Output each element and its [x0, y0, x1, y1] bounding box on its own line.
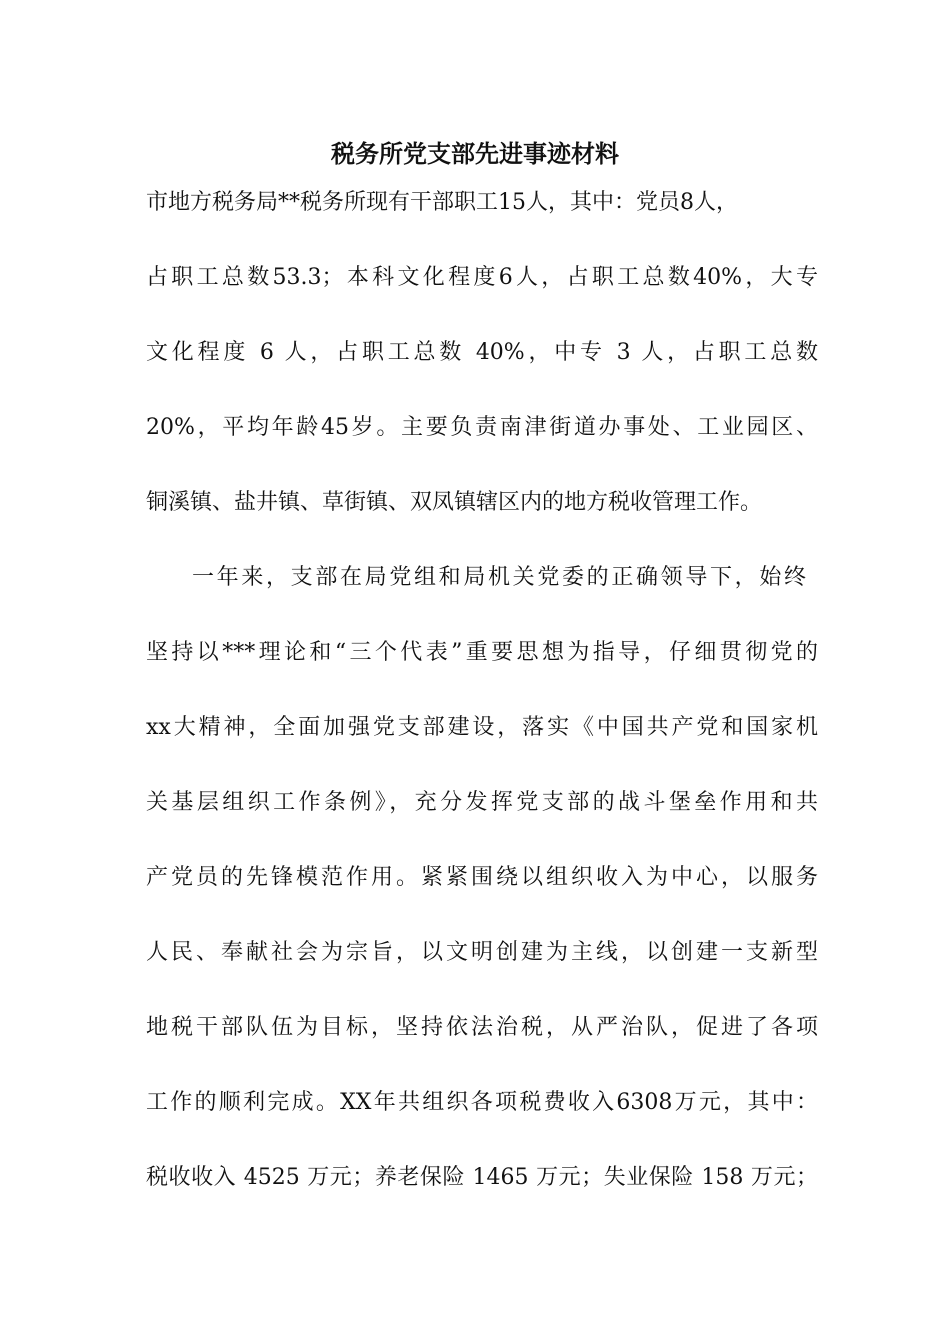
paragraph-line: xx大精神，全面加强党支部建设，落实《中国共产党和国家机: [146, 715, 818, 740]
paragraph-line: 地税干部队伍为目标，坚持依法治税，从严治队，促进了各项: [146, 1015, 818, 1040]
paragraph-line: 占职工总数53.3；本科文化程度6人，占职工总数40%，大专: [146, 265, 818, 290]
paragraph-line: 关基层组织工作条例》，充分发挥党支部的战斗堡垒作用和共: [146, 790, 818, 815]
paragraph-line: 铜溪镇、盐井镇、草街镇、双凤镇辖区内的地方税收管理工作。: [146, 490, 763, 515]
paragraph-line: 税收收入 4525 万元；养老保险 1465 万元；失业保险 158 万元；: [146, 1165, 818, 1190]
paragraph-line: 市地方税务局**税务所现有干部职工15人，其中：党员8人，: [146, 190, 738, 215]
paragraph-line: 人民、奉献社会为宗旨，以文明创建为主线，以创建一支新型: [146, 940, 818, 965]
paragraph-line: 文化程度 6 人，占职工总数 40%，中专 3 人，占职工总数: [146, 340, 818, 365]
paragraph-line: 工作的顺利完成。XX年共组织各项税费收入6308万元，其中：: [146, 1090, 818, 1115]
document-title: 税务所党支部先进事迹材料: [331, 139, 619, 168]
paragraph-line: 坚持以***理论和“三个代表”重要思想为指导，仔细贯彻党的: [146, 640, 818, 665]
paragraph-line: 产党员的先锋模范作用。紧紧围绕以组织收入为中心，以服务: [146, 865, 818, 890]
paragraph-line: 一年来，支部在局党组和局机关党委的正确领导下，始终: [192, 565, 806, 590]
paragraph-line: 20%，平均年龄45岁。主要负责南津街道办事处、工业园区、: [146, 415, 818, 440]
